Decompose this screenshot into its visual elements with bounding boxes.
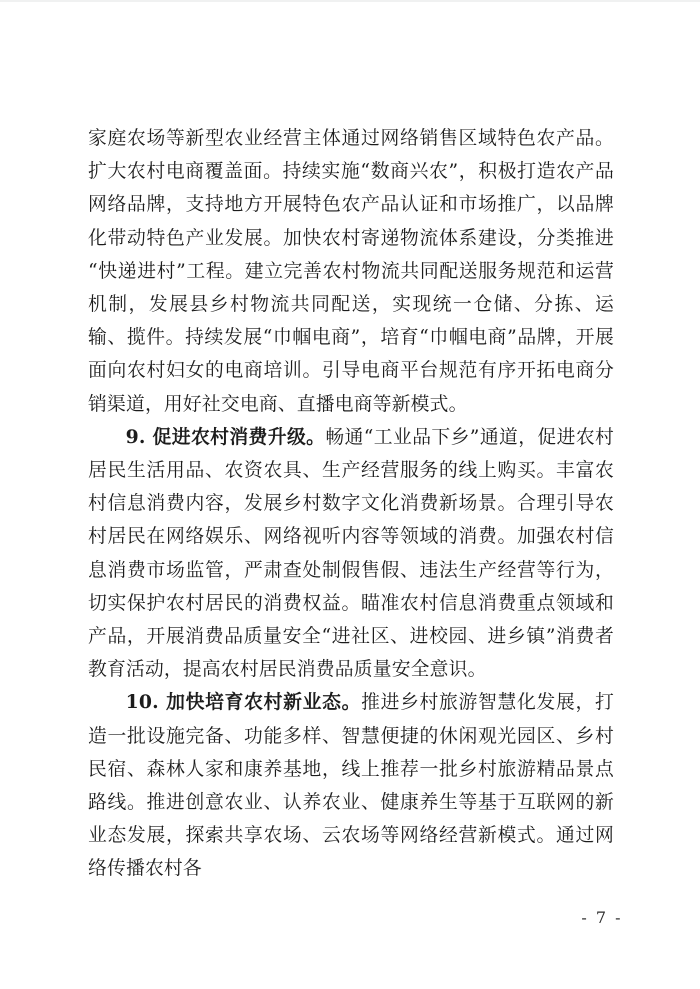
- paragraph-lead: 10. 加快培育农村新业态。: [125, 691, 362, 714]
- paragraph-text: 畅通“工业品下乡”通道，促进农村居民生活用品、农资农具、生产经营服务的线上购买。丰富农村信息消费内容，发展乡村数字文化消费新场景。合理引导农村居民在网络娱乐、网络视听内容等领域的消费。加强农村信息消费市场监管，严肃查处制假售假、违法生产经营等行为，切实保护农村居民的消费权益。瞄准农村信息消费重点领域和产品，开展消费品质量安全“进社区、进校园、进乡镇”消费者教育活动，提高农村居民消费品质量安全意识。: [88, 426, 615, 681]
- paragraph-text: 推进乡村旅游智慧化发展，打造一批设施完备、功能多样、智慧便捷的休闲观光园区、乡村民宿、森林人家和康养基地，线上推荐一批乡村旅游精品景点路线。推进创意农业、认养农业、健康养生等基于互联网的新业态发展，探索共享农场、云农场等网络经营新模式。通过网络传播农村各: [88, 692, 614, 880]
- document-body: [88, 122, 614, 886]
- paragraph-lead: 9. 促进农村消费升级。: [125, 425, 326, 448]
- paragraph-item-10: [88, 686, 614, 885]
- page-number: - 7 -: [581, 908, 623, 927]
- paragraph-item-9: [88, 421, 614, 687]
- page-top-edge-line: [0, 0, 700, 2]
- paragraph-continuation: [88, 122, 614, 421]
- paragraph-text: 家庭农场等新型农业经营主体通过网络销售区域特色农产品。扩大农村电商覆盖面。持续实施“数商兴农”，积极打造农产品网络品牌，支持地方开展特色农产品认证和市场推广，以品牌化带动特色产业发展。加快农村寄递物流体系建设，分类推进“快递进村”工程。建立完善农村物流共同配送服务规范和运营机制，发展县乡村物流共同配送，实现统一仓储、分拣、运输、揽件。持续发展“巾帼电商”，培育“巾帼电商”品牌，开展面向农村妇女的电商培训。引导电商平台规范有序开拓电商分销渠道，用好社交电商、直播电商等新模式。: [88, 128, 614, 415]
